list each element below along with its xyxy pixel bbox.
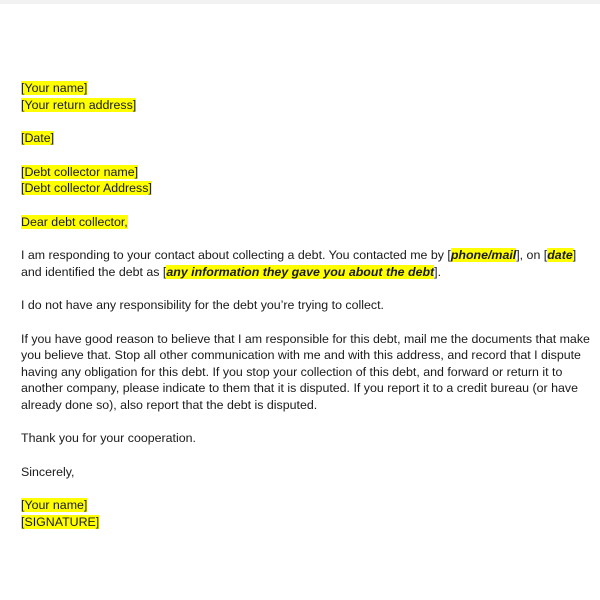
recipient-name: [Debt collector name] [21, 164, 139, 179]
page-top-border [0, 0, 600, 4]
paragraph1-text-c: ] [572, 248, 577, 262]
salutation: Dear debt collector, [21, 214, 128, 229]
paragraph4-text: Thank you for your cooperation. [21, 431, 196, 445]
paragraph-responsibility [21, 297, 583, 314]
paragraph1-text-e: ]. [434, 264, 442, 279]
signature-block [21, 497, 583, 530]
date-field: [Date] [21, 131, 55, 145]
sender-block [21, 80, 583, 113]
recipient-block [21, 164, 583, 197]
letter-body [21, 80, 590, 547]
recipient-address: [Debt collector Address] [21, 181, 152, 195]
sender-address: [Your return address] [21, 97, 137, 112]
paragraph1-text-d: and identified the debt as [ [21, 264, 167, 279]
signature-name: [Your name] [21, 498, 88, 512]
paragraph1-text-a: I am responding to your contact about collecting a debt. You contacted me by [ [21, 248, 451, 262]
salutation-block [21, 214, 583, 231]
closing-block [21, 464, 583, 481]
paragraph3-line4: another company, please indicate to them that it is disputed. If you report it to a credit bureau (or have [21, 381, 578, 395]
paragraph2-text: I do not have any responsibility for the debt you’re trying to collect. [21, 298, 384, 312]
sender-name: [Your name] [21, 81, 88, 95]
paragraph3-line1: If you have good reason to believe that I am responsible for this debt, mail me the documents that make [21, 331, 590, 346]
field-phone-mail: phone/mail [450, 248, 517, 262]
paragraph3-line5: already done so), also report that the debt is disputed. [21, 397, 318, 412]
paragraph-thanks [21, 430, 583, 447]
paragraph-contact [21, 247, 583, 280]
closing-text: Sincerely, [21, 464, 75, 479]
field-date: date [547, 248, 573, 262]
paragraph3-line2: you believe that. Stop all other communication with me and with this address, and record that I dispute [21, 348, 581, 362]
field-debt-info: any information they gave you about the debt [166, 264, 435, 279]
paragraph3-line3: having any obligation for this debt. If you stop your collection of this debt, and forward or return it to [21, 364, 563, 379]
paragraph1-text-b: ], on [ [516, 248, 548, 262]
signature-placeholder: [SIGNATURE] [21, 514, 100, 529]
paragraph-dispute [21, 331, 590, 414]
date-block [21, 130, 583, 147]
